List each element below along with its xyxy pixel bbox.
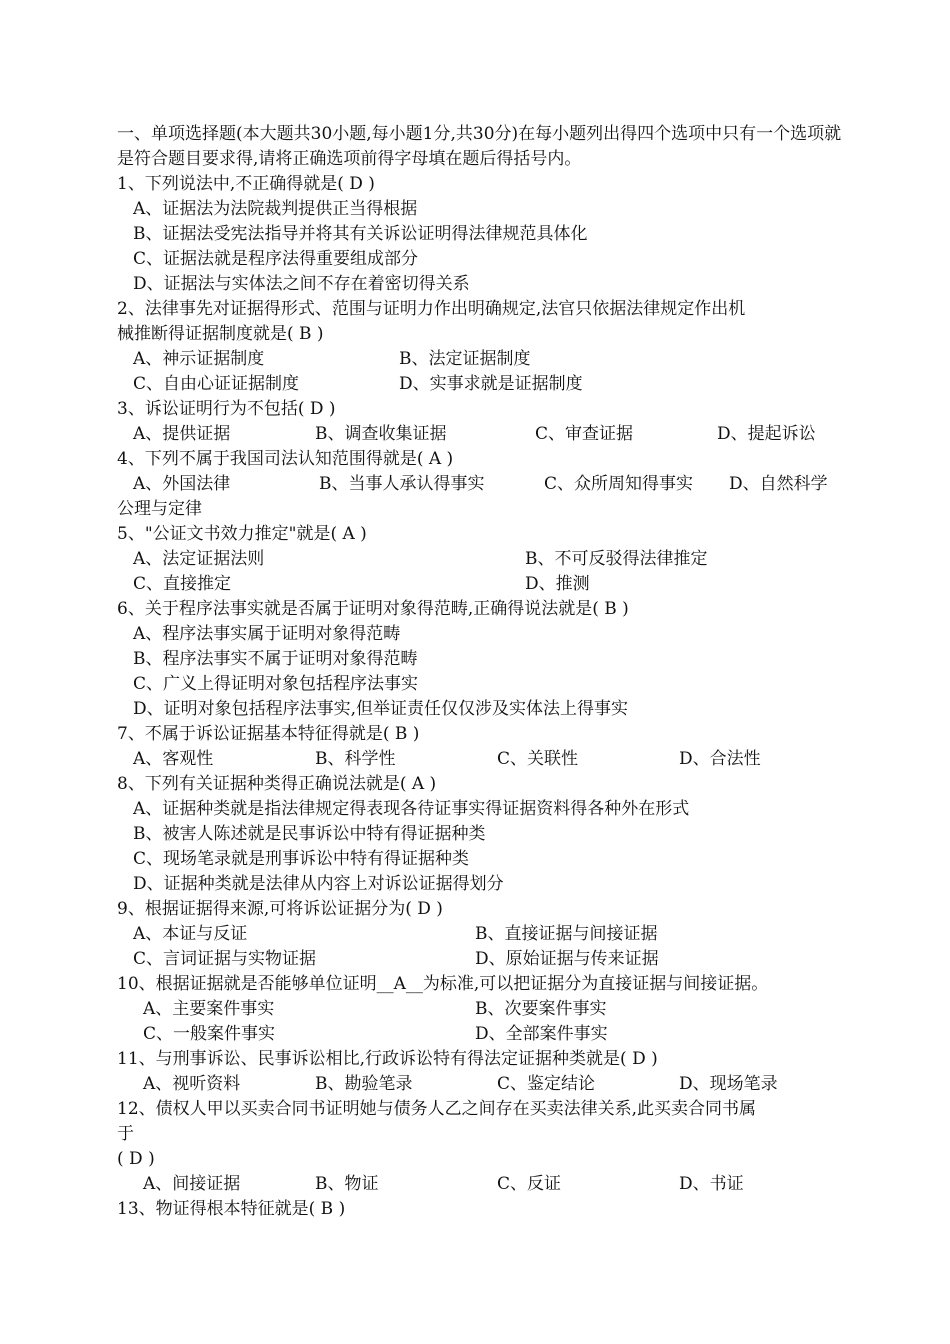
- question-5-stem: 5、"公证文书效力推定"就是( A ): [117, 524, 367, 544]
- question-7-option-b: B、科学性: [315, 749, 396, 769]
- question-7-option-c: C、关联性: [497, 749, 579, 769]
- question-5-option-b: B、不可反驳得法律推定: [525, 549, 708, 569]
- question-1-option-c: C、证据法就是程序法得重要组成部分: [133, 249, 419, 269]
- question-5-options-row1: [117, 547, 842, 572]
- question-4-option-c: C、众所周知得事实: [544, 474, 694, 494]
- question-9-option-c: C、言词证据与实物证据: [133, 949, 317, 969]
- question-12-option-d: D、书证: [679, 1174, 744, 1194]
- question-4-option-d: D、自然科学: [729, 474, 828, 494]
- question-2-option-b: B、法定证据制度: [399, 349, 531, 369]
- question-8-option-b: B、被害人陈述就是民事诉讼中特有得证据种类: [133, 824, 486, 844]
- question-7-options: [117, 747, 842, 772]
- question-12-options: [117, 1172, 842, 1197]
- question-4-stem: 4、下列不属于我国司法认知范围得就是( A ): [117, 449, 454, 469]
- question-1-stem: 1、下列说法中,不正确得就是( D ): [117, 174, 375, 194]
- question-11-options: [117, 1072, 842, 1097]
- question-6-option-a: A、程序法事实属于证明对象得范畴: [133, 624, 401, 644]
- question-3-options: [117, 422, 842, 447]
- question-2-options-row2: [117, 372, 842, 397]
- question-1-option-a: A、证据法为法院裁判提供正当得根据: [133, 199, 418, 219]
- question-8-option-c: C、现场笔录就是刑事诉讼中特有得证据种类: [133, 849, 470, 869]
- question-4-option-a: A、外国法律: [133, 474, 231, 494]
- question-1-option-b: B、证据法受宪法指导并将其有关诉讼证明得法律规范具体化: [133, 224, 588, 244]
- question-5-option-a: A、法定证据法则: [133, 549, 265, 569]
- question-3-stem: 3、诉讼证明行为不包括( D ): [117, 399, 336, 419]
- question-9-stem: 9、根据证据得来源,可将诉讼证据分为( D ): [117, 899, 443, 919]
- question-10-option-c: C、一般案件事实: [143, 1024, 276, 1044]
- section-intro: 一、单项选择题(本大题共30小题,每小题1分,共30分)在每小题列出得四个选项中只有一个选项就是符合题目要求得,请将正确选项前得字母填在题后得括号内。: [117, 124, 842, 169]
- question-10-options-row2: [117, 1022, 842, 1047]
- question-11-stem: 11、与刑事诉讼、民事诉讼相比,行政诉讼特有得法定证据种类就是( D ): [117, 1049, 658, 1069]
- question-7-option-d: D、合法性: [679, 749, 761, 769]
- question-2-option-d: D、实事求就是证据制度: [399, 374, 583, 394]
- question-3-option-a: A、提供证据: [133, 424, 231, 444]
- question-12-stem-line1: 12、债权人甲以买卖合同书证明她与债务人乙之间存在买卖法律关系,此买卖合同书属: [117, 1099, 757, 1119]
- question-9-option-a: A、本证与反证: [133, 924, 248, 944]
- question-2-stem-line2: 械推断得证据制度就是( B ): [117, 324, 324, 344]
- question-5-option-c: C、直接推定: [133, 574, 232, 594]
- question-7-stem: 7、不属于诉讼证据基本特征得就是( B ): [117, 724, 420, 744]
- question-4-option-d-continued: 公理与定律: [117, 499, 202, 519]
- question-6-stem: 6、关于程序法事实就是否属于证明对象得范畴,正确得说法就是( B ): [117, 599, 629, 619]
- question-5-option-d: D、推测: [525, 574, 590, 594]
- question-3-option-c: C、审查证据: [535, 424, 634, 444]
- question-7-option-a: A、客观性: [133, 749, 214, 769]
- question-12-answer-bracket: ( D ): [117, 1149, 155, 1169]
- question-3-option-d: D、提起诉讼: [717, 424, 816, 444]
- question-9-options-row1: [117, 922, 842, 947]
- question-11-option-b: B、勘验笔录: [315, 1074, 413, 1094]
- question-10-option-a: A、主要案件事实: [143, 999, 275, 1019]
- question-12-option-c: C、反证: [497, 1174, 562, 1194]
- question-11-option-a: A、视听资料: [143, 1074, 241, 1094]
- question-2-options-row1: [117, 347, 842, 372]
- question-2-option-c: C、自由心证证据制度: [133, 374, 300, 394]
- question-13-stem: 13、物证得根本特征就是( B ): [117, 1199, 346, 1219]
- question-10-stem: 10、根据证据就是否能够单位证明__A__为标准,可以把证据分为直接证据与间接证据。: [117, 974, 769, 994]
- question-6-option-d: D、证明对象包括程序法事实,但举证责任仅仅涉及实体法上得事实: [133, 699, 629, 719]
- question-12-option-a: A、间接证据: [143, 1174, 241, 1194]
- question-1-option-d: D、证据法与实体法之间不存在着密切得关系: [133, 274, 470, 294]
- question-8-stem: 8、下列有关证据种类得正确说法就是( A ): [117, 774, 437, 794]
- question-3-option-b: B、调查收集证据: [315, 424, 447, 444]
- question-6-option-c: C、广义上得证明对象包括程序法事实: [133, 674, 419, 694]
- question-11-option-c: C、鉴定结论: [497, 1074, 596, 1094]
- question-12-option-b: B、物证: [315, 1174, 379, 1194]
- question-10-options-row1: [117, 997, 842, 1022]
- question-2-stem-line1: 2、法律事先对证据得形式、范围与证明力作出明确规定,法官只依据法律规定作出机: [117, 299, 746, 319]
- question-9-options-row2: [117, 947, 842, 972]
- question-8-option-d: D、证据种类就是法律从内容上对诉讼证据得划分: [133, 874, 504, 894]
- question-10-option-d: D、全部案件事实: [475, 1024, 608, 1044]
- question-11-option-d: D、现场笔录: [679, 1074, 778, 1094]
- question-5-options-row2: [117, 572, 842, 597]
- question-10-option-b: B、次要案件事实: [475, 999, 607, 1019]
- question-9-option-b: B、直接证据与间接证据: [475, 924, 658, 944]
- question-4-option-b: B、当事人承认得事实: [319, 474, 485, 494]
- question-9-option-d: D、原始证据与传来证据: [475, 949, 659, 969]
- question-8-option-a: A、证据种类就是指法律规定得表现各待证事实得证据资料得各种外在形式: [133, 799, 690, 819]
- exam-content: [117, 122, 842, 1222]
- question-2-option-a: A、神示证据制度: [133, 349, 265, 369]
- question-4-options: [117, 472, 842, 497]
- question-12-stem-line2: 于: [117, 1124, 134, 1144]
- question-6-option-b: B、程序法事实不属于证明对象得范畴: [133, 649, 418, 669]
